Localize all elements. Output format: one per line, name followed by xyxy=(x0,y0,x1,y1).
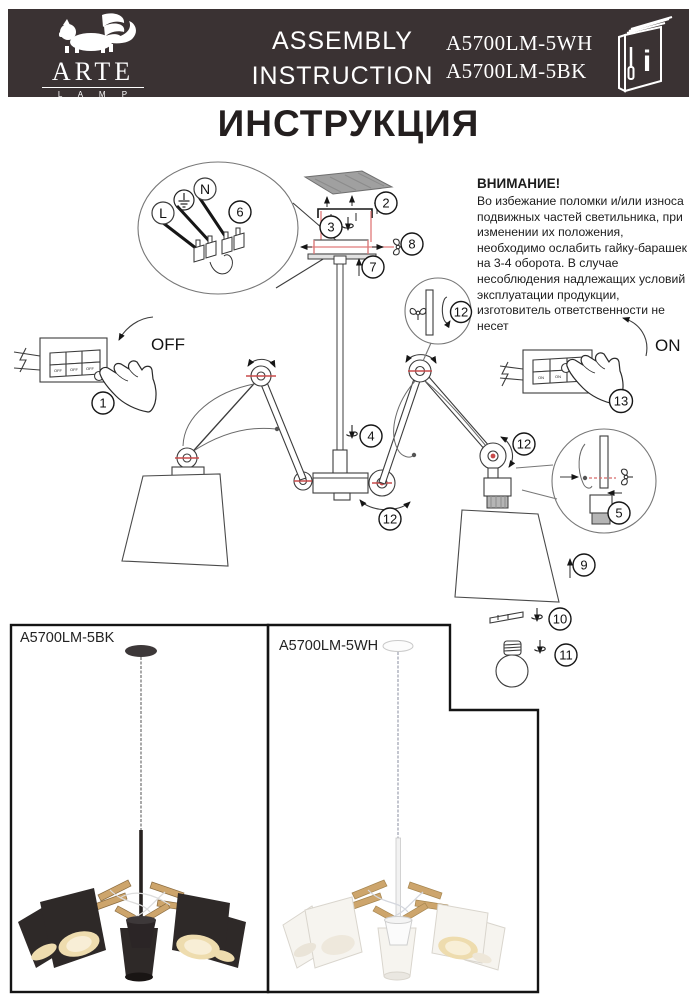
svg-text:ON: ON xyxy=(555,374,561,379)
svg-text:OFF: OFF xyxy=(86,366,94,371)
svg-text:3: 3 xyxy=(327,219,335,235)
screw-rotate-icon xyxy=(535,640,546,653)
step-badge-5 xyxy=(608,502,630,524)
warning-title: ВНИМАНИЕ! xyxy=(477,176,561,191)
off-label: OFF xyxy=(151,335,185,354)
product-photo-a5700lm-5wh xyxy=(283,641,505,981)
joint-callout xyxy=(405,278,472,361)
svg-text:4: 4 xyxy=(367,428,375,444)
svg-text:2: 2 xyxy=(382,195,390,211)
screw-rotate-icon xyxy=(343,217,354,230)
step-badge-7 xyxy=(362,256,384,278)
svg-text:7: 7 xyxy=(369,259,377,275)
warning-body: Во избежание поломки и/или износа подвижных частей светильника, при изменении их положения, необходимо ослабить гайку-барашек на 3-4 оборота. В случае несоблюдения надлежащих условий эксплуатации продукции, изготовитель ответственности не несет xyxy=(477,194,687,333)
product-photo-a5700lm-5bk xyxy=(18,645,246,982)
model-number-wh: A5700LM-5WH xyxy=(446,31,593,55)
svg-text:OFF: OFF xyxy=(54,368,62,373)
step-badge-1 xyxy=(92,392,114,414)
svg-text:1: 1 xyxy=(99,395,107,411)
assembly-title-line2: INSTRUCTION xyxy=(251,62,434,90)
svg-text:9: 9 xyxy=(580,557,588,573)
step-badge-11 xyxy=(555,644,577,666)
on-label: ON xyxy=(655,336,681,355)
svg-text:8: 8 xyxy=(408,236,416,252)
product-label-wh: A5700LM-5WH xyxy=(279,638,379,654)
svg-text:13: 13 xyxy=(613,393,629,409)
lamp-socket xyxy=(484,478,511,496)
wire-label-live xyxy=(152,202,174,224)
brand-name: ARTE xyxy=(51,57,135,86)
svg-text:ON: ON xyxy=(538,375,544,380)
svg-text:L: L xyxy=(159,204,167,221)
step-badge-9 xyxy=(573,554,595,576)
left-shade-outline xyxy=(122,474,228,566)
svg-text:11: 11 xyxy=(559,647,573,663)
step-badge-3 xyxy=(320,216,342,238)
step-badge-10 xyxy=(549,608,571,630)
svg-text:6: 6 xyxy=(236,204,244,220)
svg-text:N: N xyxy=(199,180,211,197)
svg-text:12: 12 xyxy=(516,436,532,452)
step-badge-12-callout xyxy=(451,302,472,323)
manual-icon-letter: i xyxy=(642,45,652,78)
right-shade-outline xyxy=(455,510,559,602)
svg-text:12: 12 xyxy=(382,511,398,527)
product-label-bk: A5700LM-5BK xyxy=(20,630,115,646)
step-badge-2 xyxy=(375,192,397,214)
screw-rotate-icon xyxy=(532,608,543,621)
wire-label-neutral xyxy=(194,178,216,200)
step-badge-13 xyxy=(610,390,633,413)
svg-text:5: 5 xyxy=(615,505,623,521)
step-badge-6 xyxy=(229,201,251,223)
svg-text:12: 12 xyxy=(453,304,469,320)
step-badge-8 xyxy=(401,233,423,255)
brand-letters: L A M P xyxy=(57,90,135,99)
switch-off-figure xyxy=(14,317,185,414)
warning-block xyxy=(477,176,695,334)
light-bulb-icon xyxy=(496,641,528,687)
model-number-bk: A5700LM-5BK xyxy=(446,59,587,84)
assembly-title-line1: ASSEMBLY xyxy=(272,27,413,55)
right-arm xyxy=(379,355,535,508)
shade-exploded xyxy=(455,510,595,687)
screw-rotate-icon xyxy=(347,425,358,438)
step-badge-12-elbow xyxy=(513,433,535,455)
shade-ring xyxy=(490,612,523,623)
step-badge-4 xyxy=(360,425,382,447)
svg-text:10: 10 xyxy=(552,611,568,627)
svg-text:OFF: OFF xyxy=(70,367,78,372)
step-badge-12-hub xyxy=(379,508,401,530)
wiring-callout xyxy=(138,162,337,294)
page-title: ИНСТРУКЦИЯ xyxy=(217,103,480,144)
